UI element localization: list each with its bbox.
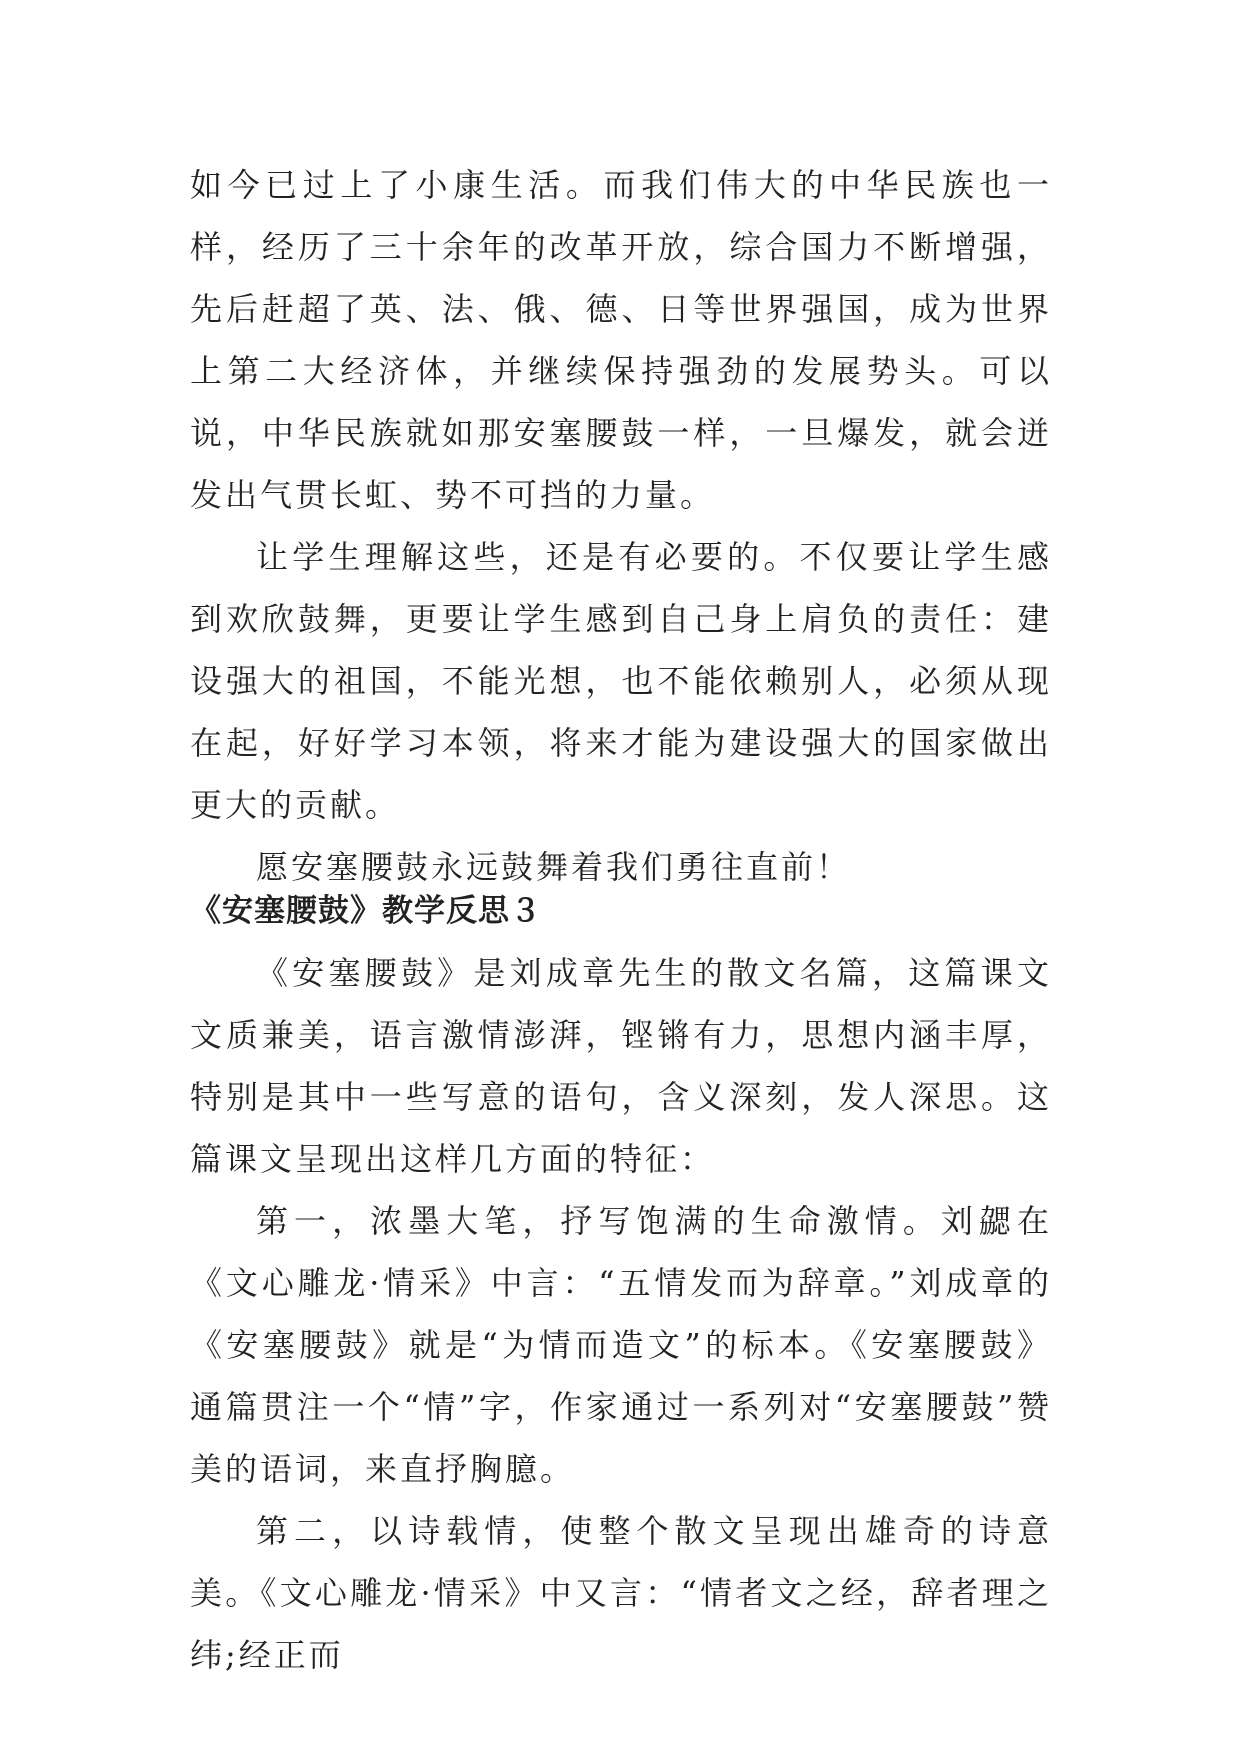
paragraph: 让学生理解这些，还是有必要的。不仅要让学生感到欢欣鼓舞，更要让学生感到自己身上肩负的责任：建设强大的祖国，不能光想，也不能依赖别人，必须从现在起，好好学习本领，将来才能为建设强大的国家做出更大的贡献。 [190, 538, 1052, 824]
paragraph: 第二，以诗载情，使整个散文呈现出雄奇的诗意美。《文心雕龙·情采》中又言：“情者文之经，辞者理之纬;经正而 [190, 1512, 1052, 1674]
section-heading: 《安塞腰鼓》教学反思３ [190, 893, 542, 929]
paragraph: 愿安塞腰鼓永远鼓舞着我们勇往直前！ [256, 848, 852, 886]
paragraph: 第一，浓墨大笔，抒写饱满的生命激情。刘勰在《文心雕龙·情采》中言：“五情发而为辞章。”刘成章的《安塞腰鼓》就是“为情而造文”的标本。《安塞腰鼓》通篇贯注一个“情”字，作家通过一系列对“安塞腰鼓”赞美的语词，来直抒胸臆。 [190, 1202, 1052, 1488]
paragraph-continuation: 如今已过上了小康生活。而我们伟大的中华民族也一样，经历了三十余年的改革开放，综合国力不断增强，先后赶超了英、法、俄、德、日等世界强国，成为世界上第二大经济体，并继续保持强劲的发展势头。可以说，中华民族就如那安塞腰鼓一样，一旦爆发，就会迸发出气贯长虹、势不可挡的力量。 [190, 166, 1052, 514]
document-body-top [190, 154, 1052, 898]
paragraph: 《安塞腰鼓》是刘成章先生的散文名篇，这篇课文文质兼美，语言激情澎湃，铿锵有力，思想内涵丰厚，特别是其中一些写意的语句，含义深刻，发人深思。这篇课文呈现出这样几方面的特征： [190, 954, 1052, 1178]
document-body-section [190, 880, 1052, 1686]
